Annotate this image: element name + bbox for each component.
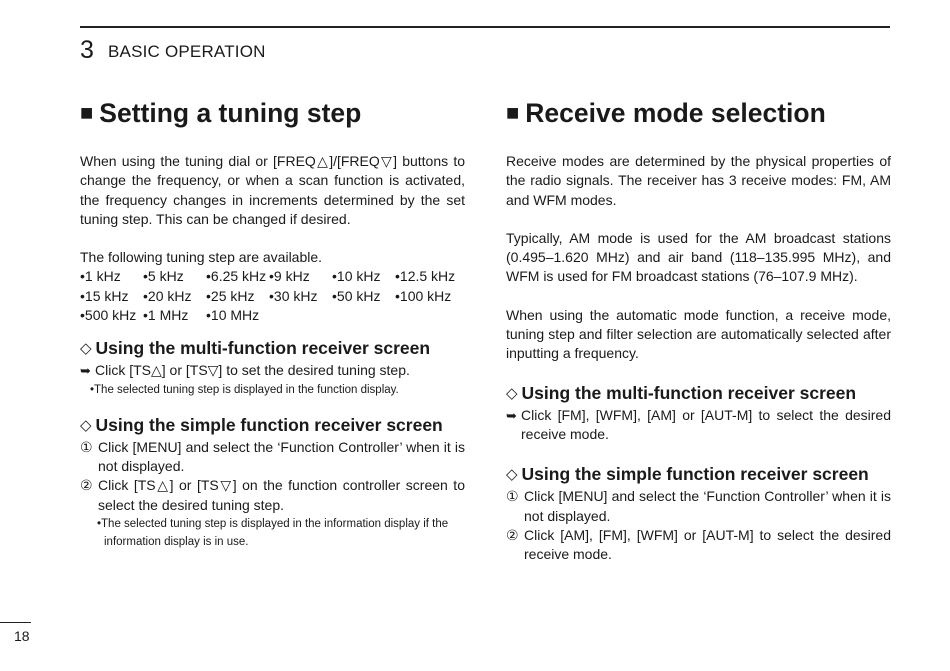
arrow-icon: ➥ [506,407,517,423]
list-item: •10 kHz [332,268,381,285]
diamond-icon: ◇ [506,466,518,484]
diamond-icon: ◇ [80,416,92,434]
square-bullet-icon: ■ [506,100,520,125]
numbered-step: ① Click [MENU] and select the ‘Function Controller’ when it is not displayed. [506,487,891,526]
numbered-step: ② Click [TS△] or [TS▽] on the function controller screen to select the desired tuning step. [80,476,465,515]
list-item: •9 kHz [269,268,310,285]
chapter-title: BASIC OPERATION [108,42,266,61]
diamond-icon: ◇ [506,384,518,402]
list-item: •1 MHz [143,307,189,324]
step-number: ① [506,488,519,505]
instruction-line: ➥ Click [TS△] or [TS▽] to set the desired tuning step. [80,361,465,380]
instruction-line: ➥ Click [FM], [WFM], [AM] or [AUT-M] to select the desired receive mode. [506,406,891,445]
available-steps-label: The following tuning step are available. [80,249,323,266]
receive-mode-paragraph: Receive modes are determined by the physical properties of the radio signals. The receiver has 3 receive modes: FM, AM and WFM modes. [506,153,891,208]
numbered-step: ② Click [AM], [FM], [WFM] or [AUT-M] to select the desired receive mode. [506,526,891,565]
page-number: 18 [14,628,30,644]
footer-rule [0,622,31,623]
subheading-multi-function: ◇ Using the multi-function receiver screen [506,382,857,403]
list-item: •15 kHz [80,287,129,304]
tuning-intro-paragraph: When using the tuning dial or [FREQ△]/[FREQ▽] buttons to change the frequency, or when a scan function is activated, the frequency changes in increments determined by the set tuning step. This can be changed if desired. [80,153,465,227]
diamond-icon: ◇ [80,340,92,358]
list-item: •50 kHz [332,287,381,304]
step-number: ② [80,477,93,494]
note-text: •The selected tuning step is displayed in the function display. [90,383,399,396]
tuning-steps-list [80,267,465,325]
list-item: •1 kHz [80,268,121,285]
am-wfm-paragraph: Typically, AM mode is used for the AM broadcast stations (0.495–1.620 MHz) and air band (118–135.995 MHz), and WFM is used for FM broadcast stations (76–107.9 MHz). [506,229,891,285]
square-bullet-icon: ■ [80,100,94,125]
section-heading-receive-mode: ■ Receive mode selection [506,98,826,128]
right-column [506,96,891,564]
left-column [80,96,465,551]
arrow-icon: ➥ [80,363,91,379]
list-item: •25 kHz [206,287,255,304]
chapter-number: 3 [80,36,94,64]
list-item: •5 kHz [143,268,184,285]
auto-mode-paragraph: When using the automatic mode function, a receive mode, tuning step and filter selection are automatically selected after inputting a frequency. [506,306,891,362]
list-item: •6.25 kHz [206,268,267,285]
header-rule [80,26,890,28]
list-item: •500 kHz [80,307,137,324]
list-item: •12.5 kHz [395,268,456,285]
subheading-simple-function: ◇ Using the simple function receiver screen [506,464,869,485]
subheading-simple-function: ◇ Using the simple function receiver screen [80,414,443,435]
step-number: ② [506,526,519,543]
numbered-step: ① Click [MENU] and select the ‘Function Controller’ when it is not displayed. [80,438,465,477]
list-item: •30 kHz [269,287,318,304]
section-heading-tuning-step: ■ Setting a tuning step [80,98,362,128]
list-item: •20 kHz [143,287,192,304]
list-item: •100 kHz [395,287,452,304]
subheading-multi-function: ◇ Using the multi-function receiver screen [80,338,431,359]
list-item: •10 MHz [206,307,260,324]
note-text: •The selected tuning step is displayed in the information display if the information display is in use. [97,517,449,548]
step-number: ① [80,438,93,455]
